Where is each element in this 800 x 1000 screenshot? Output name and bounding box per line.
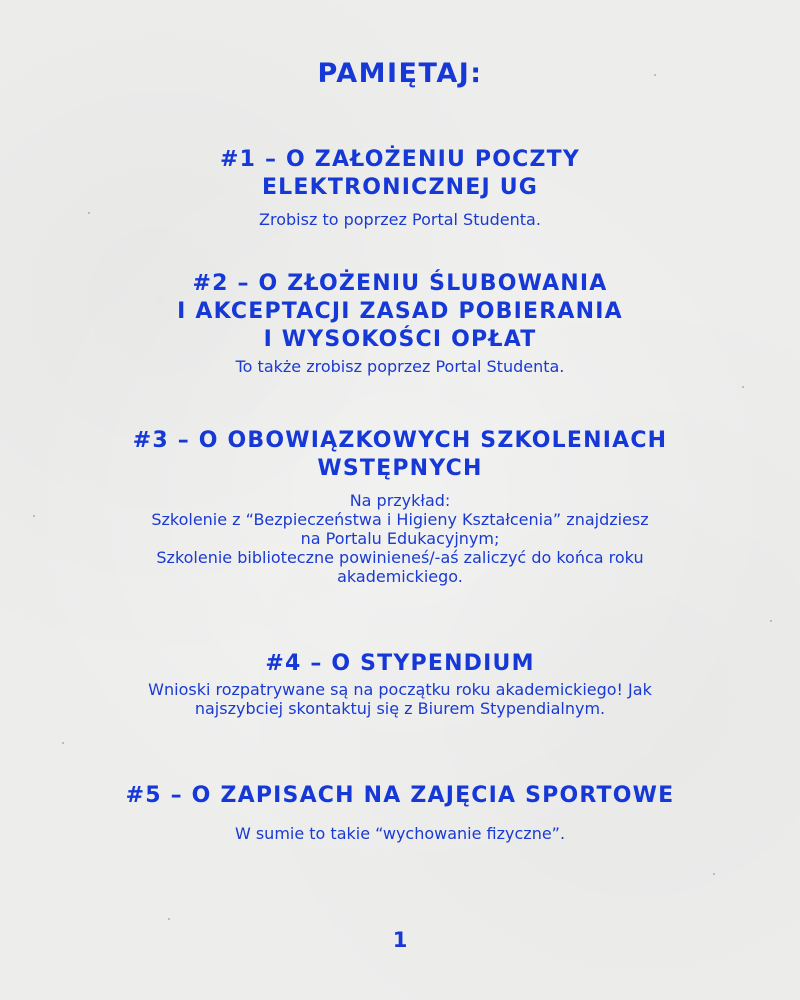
body-line: Szkolenie z “Bezpieczeństwa i Higieny Kształcenia” znajdziesz xyxy=(151,510,649,529)
body-line: Szkolenie biblioteczne powinieneś/-aś zaliczyć do końca roku xyxy=(156,548,644,567)
heading-line: WSTĘPNYCH xyxy=(317,456,483,481)
section-3-trainings xyxy=(0,427,800,586)
paper-speck xyxy=(88,212,90,214)
section-body xyxy=(0,491,800,586)
paper-speck xyxy=(168,918,170,920)
body-line: To także zrobisz poprzez Portal Studenta. xyxy=(235,357,565,376)
body-line: W sumie to takie “wychowanie fizyczne”. xyxy=(234,824,566,843)
paper-speck xyxy=(33,515,35,517)
heading-line: #3 – O OBOWIĄZKOWYCH SZKOLENIACH xyxy=(132,428,668,453)
heading-line: ELEKTRONICZNEJ UG xyxy=(261,175,539,200)
page-number: 1 xyxy=(392,928,408,952)
body-line: najszybciej skontaktuj się z Biurem Stypendialnym. xyxy=(194,699,606,718)
section-1-mail xyxy=(0,146,800,229)
section-body xyxy=(0,210,800,229)
paper-speck xyxy=(770,620,772,622)
paper-speck xyxy=(713,873,715,875)
section-heading xyxy=(0,146,800,202)
paper-speck xyxy=(654,74,656,76)
page-title: PAMIĘTAJ: xyxy=(317,58,483,89)
heading-line: #4 – O STYPENDIUM xyxy=(265,651,535,676)
body-line: Na przykład: xyxy=(349,491,451,510)
paper-speck xyxy=(742,386,744,388)
section-body xyxy=(0,357,800,376)
heading-line: #5 – O ZAPISACH NA ZAJĘCIA SPORTOWE xyxy=(125,783,675,808)
heading-line: I AKCEPTACJI ZASAD POBIERANIA xyxy=(177,299,623,324)
body-line: akademickiego. xyxy=(337,567,463,586)
section-heading xyxy=(0,650,800,678)
body-line: na Portalu Edukacyjnym; xyxy=(300,529,500,548)
heading-line: #1 – O ZAŁOŻENIU POCZTY xyxy=(219,147,580,172)
body-line: Wnioski rozpatrywane są na początku roku akademickiego! Jak xyxy=(148,680,652,699)
section-heading xyxy=(0,270,800,354)
section-heading xyxy=(0,427,800,483)
section-5-sports xyxy=(0,782,800,843)
section-body xyxy=(0,680,800,718)
body-line: Zrobisz to poprzez Portal Studenta. xyxy=(259,210,541,229)
paper-speck xyxy=(62,742,64,744)
section-body xyxy=(0,824,800,843)
heading-line: #2 – O ZŁOŻENIU ŚLUBOWANIA xyxy=(192,271,608,296)
section-heading xyxy=(0,782,800,810)
section-4-scholarship xyxy=(0,650,800,718)
heading-line: I WYSOKOŚCI OPŁAT xyxy=(263,327,537,352)
section-2-oath xyxy=(0,270,800,376)
